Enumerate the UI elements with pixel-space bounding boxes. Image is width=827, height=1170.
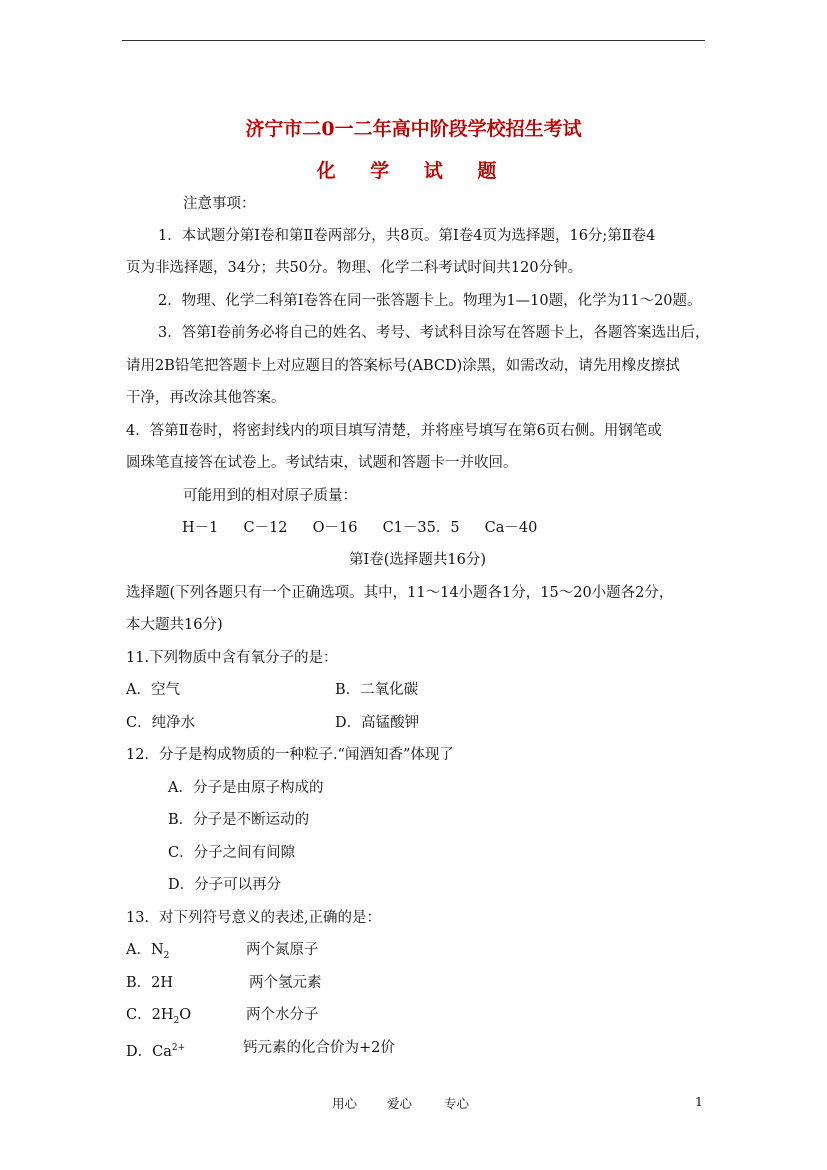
atomic-mass-values: H－1 C－12 O－16 C1－35．5 Ca－40 bbox=[182, 520, 538, 536]
section-1-instructions-a: 选择题(下列各题只有一个正确选项。其中，11～14小题各1分，15～20小题各2分， bbox=[126, 585, 674, 601]
notice-item-4a: 4．答第Ⅱ卷时，将密封线内的项目填写清楚，并将座号填写在第6页右侧。用钢笔或 bbox=[126, 423, 662, 439]
exam-title: 济宁市二0一二年高中阶段学校招生考试 bbox=[245, 118, 582, 140]
footer-word-3: 专心 bbox=[444, 1096, 470, 1111]
q13-option-c-symbol: C．$2H_2O$ bbox=[126, 1007, 192, 1026]
q12-stem: 12．分子是构成物质的一种粒子.“闻酒知香”体现了 bbox=[126, 747, 454, 763]
header-rule bbox=[122, 40, 705, 41]
section-1-instructions-b: 本大题共16分) bbox=[126, 617, 223, 633]
q11-option-c: C．纯净水 bbox=[126, 715, 196, 731]
notice-item-2: 2．物理、化学二科第Ⅰ卷答在同一张答题卡上。物理为1—10题，化学为11～20题。 bbox=[158, 293, 702, 309]
q13-option-b-text: 两个氢元素 bbox=[249, 975, 322, 991]
notice-item-3b: 请用2B铅笔把答题卡上对应题目的答案标号(ABCD)涂黑，如需改动，请先用橡皮擦拭 bbox=[126, 358, 680, 374]
q12-option-d: D．分子可以再分 bbox=[168, 877, 282, 893]
exam-subtitle: 化 学 试 题 bbox=[316, 160, 511, 182]
q13-stem: 13．对下列符号意义的表述,正确的是： bbox=[126, 910, 382, 926]
q13-option-d-text: 钙元素的化合价为+2价 bbox=[243, 1040, 395, 1056]
q13-option-c-text: 两个水分子 bbox=[246, 1007, 319, 1023]
notice-item-1a: 1．本试题分第Ⅰ卷和第Ⅱ卷两部分，共8页。第Ⅰ卷4页为选择题，16分;第Ⅱ卷4 bbox=[158, 228, 656, 244]
q11-option-a: A．空气 bbox=[126, 682, 180, 698]
notice-item-4b: 圆珠笔直接答在试卷上。考试结束，试题和答题卡一并收回。 bbox=[126, 455, 518, 471]
q13-option-a-text: 两个氮原子 bbox=[246, 942, 319, 958]
footer-word-1: 用心 bbox=[332, 1096, 358, 1111]
notice-item-3c: 干净，再改涂其他答案。 bbox=[126, 390, 286, 406]
q11-option-d: D．高锰酸钾 bbox=[335, 715, 420, 731]
q11-stem: 11.下列物质中含有氧分子的是： bbox=[126, 650, 338, 666]
q12-option-b: B．分子是不断运动的 bbox=[168, 812, 310, 828]
footer-word-2: 爱心 bbox=[387, 1096, 413, 1111]
section-1-heading: 第Ⅰ卷(选择题共16分) bbox=[349, 552, 486, 568]
notice-item-1b: 页为非选择题，34分；共50分。物理、化学二科考试时间共120分钟。 bbox=[126, 260, 583, 276]
atomic-mass-heading: 可能用到的相对原子质量： bbox=[183, 488, 357, 504]
notice-heading: 注意事项： bbox=[183, 196, 256, 212]
q11-option-b: B．二氧化碳 bbox=[335, 682, 419, 698]
q13-option-b-symbol: B．2H bbox=[126, 975, 174, 991]
q12-option-a: A．分子是由原子构成的 bbox=[168, 780, 324, 796]
page-number: 1 bbox=[695, 1094, 703, 1109]
notice-item-3a: 3．答第Ⅰ卷前务必将自己的姓名、考号、考试科目涂写在答题卡上，各题答案选出后， bbox=[158, 325, 710, 341]
q13-option-d-symbol: D．$Ca^{2+}$ bbox=[126, 1043, 186, 1060]
q12-option-c: C．分子之间有间隙 bbox=[168, 845, 296, 861]
q13-option-a-symbol: A．$N_2$ bbox=[126, 942, 170, 961]
